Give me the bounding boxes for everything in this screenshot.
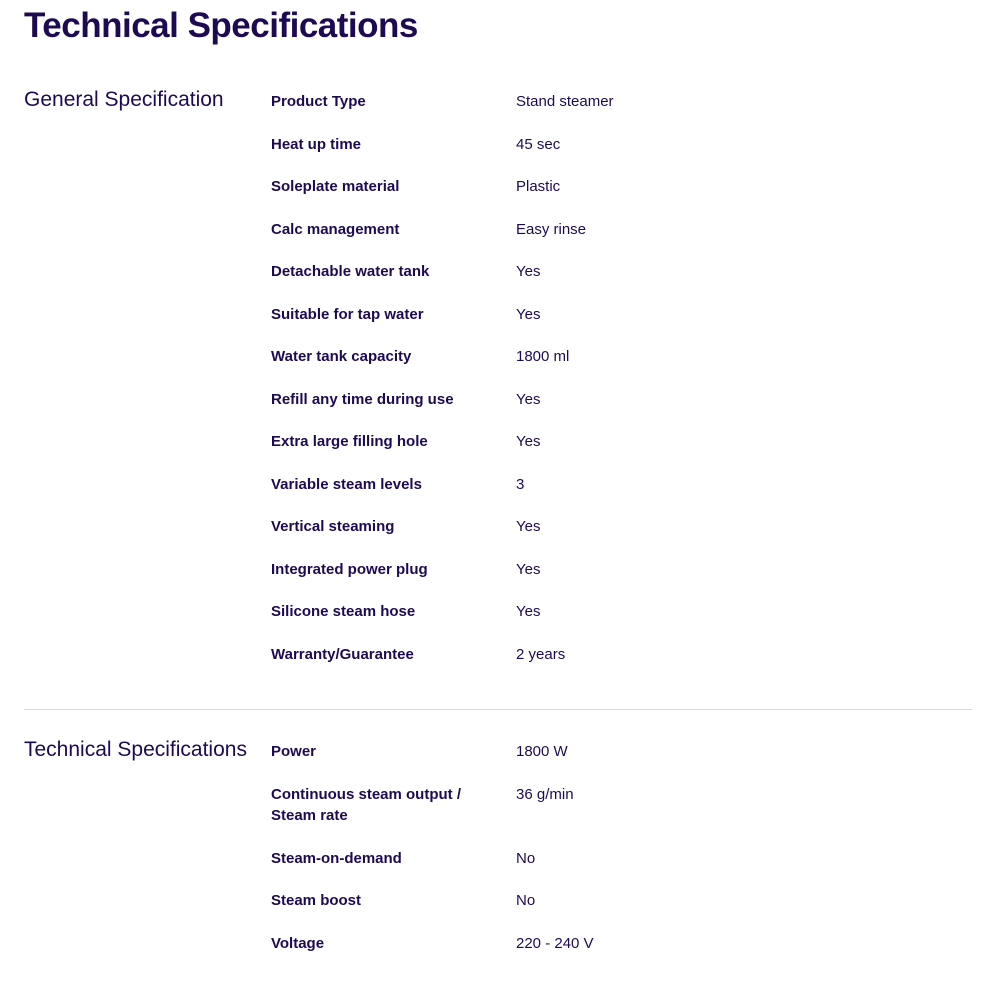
spec-label: Vertical steaming [271,518,395,535]
section-heading: General Specification [24,88,224,111]
page-title: Technical Specifications [24,6,418,45]
spec-label: Water tank capacity [271,348,412,365]
spec-value: 45 sec [516,135,561,153]
spec-label: Suitable for tap water [271,305,424,323]
spec-row [271,559,921,602]
spec-row [271,431,921,474]
spec-value: Yes [516,305,541,323]
spec-list [271,741,921,975]
spec-row [271,601,921,644]
spec-label: Product Type [271,93,366,110]
section-heading: Technical Specifications [24,738,247,761]
spec-value: Yes [516,518,541,535]
spec-value: 1800 ml [516,348,570,365]
spec-label: Continuous steam output / Steam rate [271,785,461,824]
spec-value: Yes [516,263,541,280]
spec-label: Integrated power plug [271,560,428,578]
spec-row [271,848,921,891]
spec-label: Calc management [271,220,400,238]
spec-value: No [516,892,536,909]
spec-row [271,304,921,347]
spec-row [271,516,921,559]
spec-row [271,741,921,784]
spec-label: Steam boost [271,892,362,909]
spec-value: Yes [516,433,541,450]
spec-label: Power [271,743,317,760]
spec-row [271,261,921,304]
spec-value: Plastic [516,178,561,195]
spec-label: Variable steam levels [271,475,422,493]
spec-label: Detachable water tank [271,263,430,280]
spec-label: Silicone steam hose [271,603,416,620]
spec-row [271,134,921,177]
spec-value: Yes [516,603,541,620]
spec-value: Easy rinse [516,220,587,238]
spec-value: 2 years [516,645,566,663]
spec-value: 3 [516,475,525,493]
spec-row [271,784,921,848]
spec-label: Extra large filling hole [271,433,428,450]
spec-row [271,219,921,262]
spec-row [271,346,921,389]
spec-value: 1800 W [516,743,568,760]
spec-label: Soleplate material [271,178,400,195]
spec-value: 36 g/min [516,785,574,803]
spec-row [271,176,921,219]
spec-label: Refill any time during use [271,390,454,408]
spec-row [271,933,921,976]
spec-value: No [516,849,536,867]
spec-row [271,91,921,134]
spec-row [271,474,921,517]
spec-label: Heat up time [271,135,362,153]
spec-row [271,389,921,432]
spec-list [271,91,921,686]
spec-value: Yes [516,390,541,408]
section-divider [24,709,972,710]
spec-row [271,890,921,933]
spec-value: Yes [516,560,541,578]
spec-value: 220 - 240 V [516,934,594,952]
spec-label: Voltage [271,934,325,952]
spec-label: Warranty/Guarantee [271,645,414,663]
spec-value: Stand steamer [516,93,614,110]
spec-row [271,644,921,687]
spec-label: Steam-on-demand [271,849,402,867]
